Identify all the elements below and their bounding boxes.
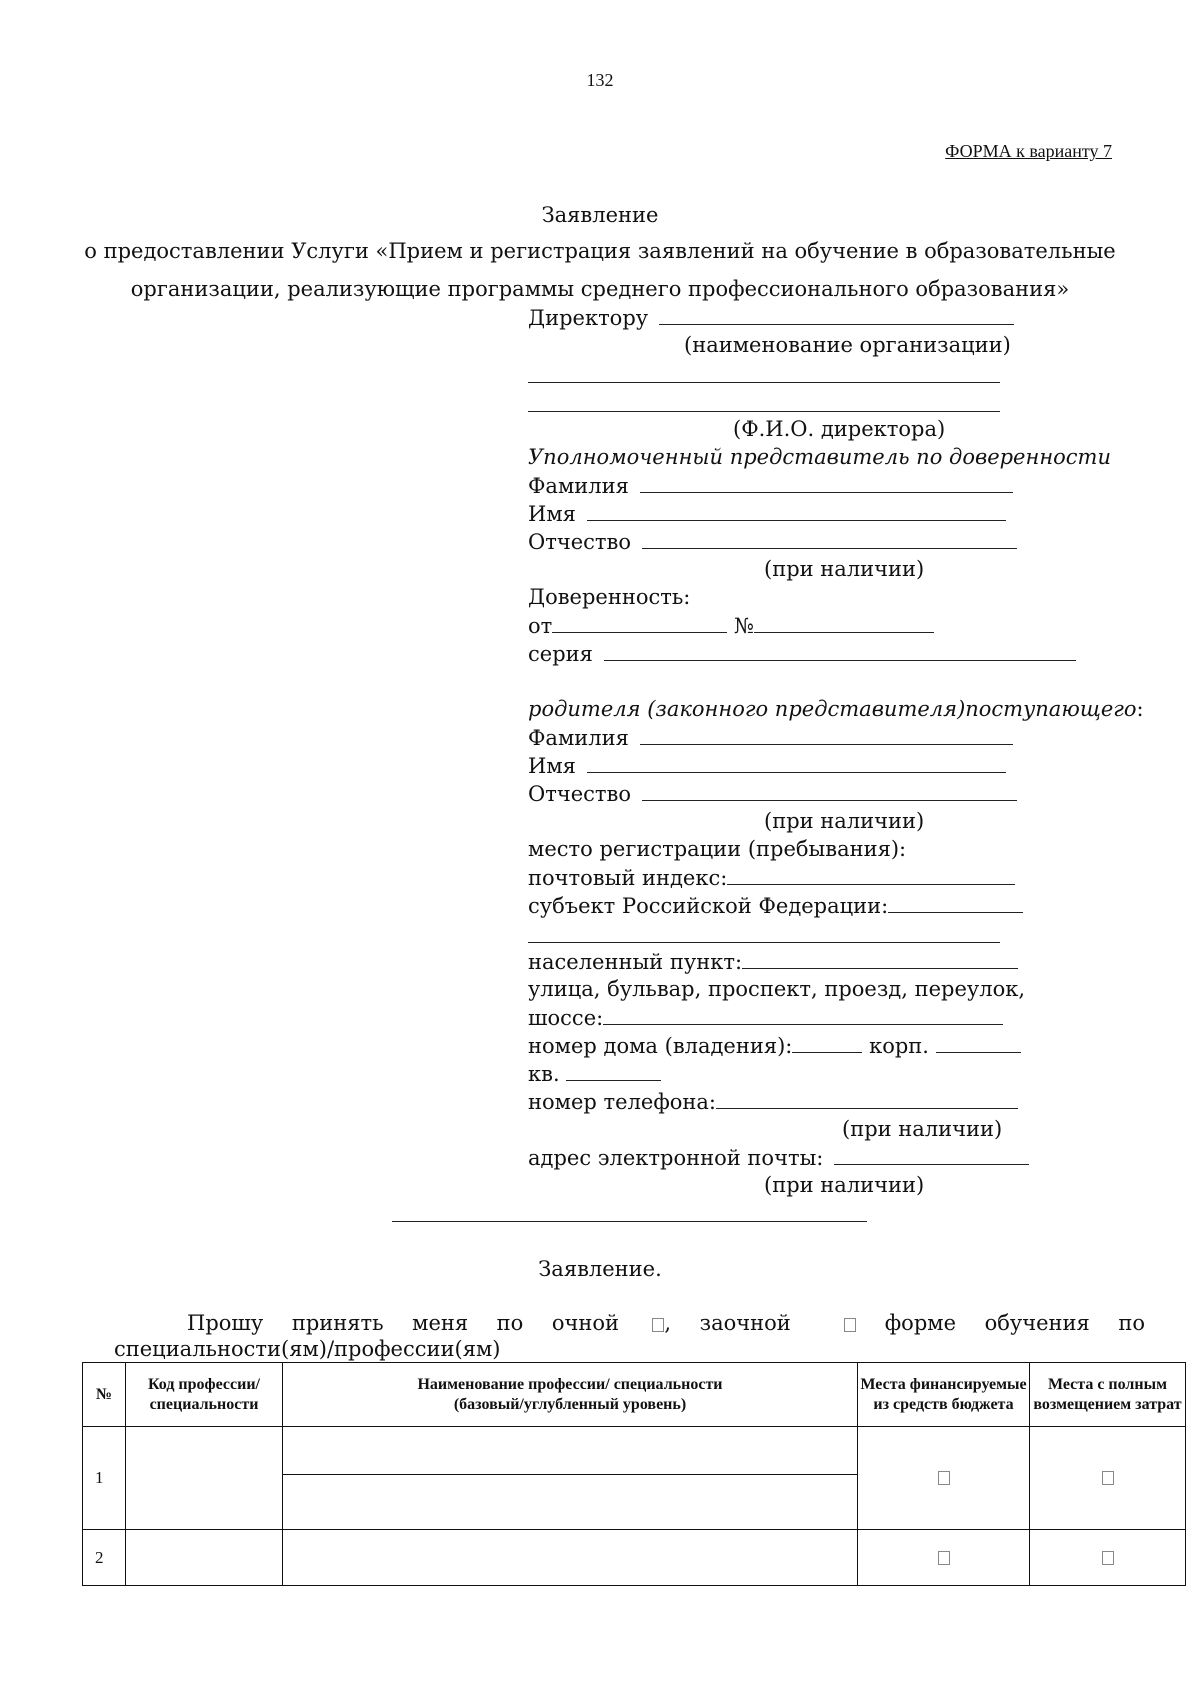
- paid-checkbox[interactable]: [1102, 1471, 1114, 1485]
- rep-patronymic-row: [528, 528, 1017, 555]
- director-label: Директору: [528, 306, 649, 330]
- poa-date-field[interactable]: [552, 612, 727, 633]
- row-number: 1: [83, 1427, 126, 1530]
- paid-checkbox[interactable]: [1102, 1551, 1114, 1565]
- rep-patronymic-label: Отчество: [528, 530, 631, 554]
- header-num: №: [83, 1363, 126, 1427]
- parent-patronymic-row: [528, 780, 1017, 807]
- name-cell-basic[interactable]: [283, 1428, 857, 1475]
- parent-surname-field[interactable]: [640, 724, 1013, 745]
- form-reference: ФОРМА к варианту 7: [945, 141, 1112, 161]
- rep-surname-row: [528, 472, 1013, 499]
- phone-row: [528, 1088, 1018, 1115]
- header-name: Наименование профессии/ специальности (базовый/углубленный уровень): [283, 1363, 858, 1427]
- page-number: 132: [586, 70, 614, 90]
- rep-patronymic-field[interactable]: [642, 528, 1017, 549]
- poa-date-number-row: [528, 612, 934, 639]
- statement-title: Заявление.: [538, 1257, 662, 1281]
- full-time-checkbox[interactable]: [652, 1318, 664, 1332]
- apartment-row: [528, 1060, 661, 1087]
- email-caption: (при наличии): [764, 1173, 925, 1197]
- table-row: [83, 1530, 1186, 1586]
- rep-name-label: Имя: [528, 502, 576, 526]
- rep-surname-field[interactable]: [640, 472, 1013, 493]
- email-field[interactable]: [834, 1144, 1029, 1165]
- director-org-field[interactable]: [659, 304, 1014, 325]
- phone-label: номер телефона:: [528, 1090, 717, 1114]
- building-field[interactable]: [936, 1032, 1021, 1053]
- name-cell-advanced[interactable]: [283, 1475, 857, 1529]
- apartment-label: кв.: [528, 1062, 560, 1086]
- part-time-checkbox[interactable]: [844, 1318, 856, 1332]
- house-label: номер дома (владения):: [528, 1034, 793, 1058]
- phone-caption: (при наличии): [842, 1117, 1003, 1141]
- document-title: Заявление: [541, 203, 659, 227]
- email-row: [528, 1144, 1029, 1171]
- parent-header: родителя (законного представителя)поступающего:: [528, 697, 1144, 721]
- name-cell[interactable]: [283, 1530, 858, 1586]
- postcode-label: почтовый индекс:: [528, 866, 728, 890]
- row-number: 2: [83, 1530, 126, 1586]
- house-row: [528, 1032, 1021, 1059]
- document-subtitle-line2: организации, реализующие программы среднего профессионального образования»: [130, 277, 1070, 301]
- document-subtitle-line1: о предоставлении Услуги «Прием и регистрация заявлений на обучение в образовательные: [84, 239, 1116, 263]
- poa-number-field[interactable]: [754, 612, 934, 633]
- director-fio-line-1[interactable]: [528, 382, 1000, 383]
- applicant-fio-line[interactable]: [392, 1221, 867, 1222]
- parent-patronymic-field[interactable]: [642, 780, 1017, 801]
- director-row: [528, 304, 1014, 331]
- rep-name-row: [528, 500, 1006, 527]
- request-line: Прошу принять меня по очной , заочной форме обучения по: [187, 1311, 1145, 1335]
- director-fio-line-2[interactable]: [528, 411, 1000, 412]
- poa-number-label: №: [733, 614, 754, 638]
- budget-checkbox[interactable]: [938, 1471, 950, 1485]
- poa-series-row: [528, 640, 1076, 667]
- header-budget: Места финансируемые из средств бюджета: [858, 1363, 1030, 1427]
- table-row: [83, 1427, 1186, 1530]
- parent-patronymic-label: Отчество: [528, 782, 631, 806]
- code-cell[interactable]: [126, 1427, 283, 1530]
- poa-from-label: от: [528, 614, 553, 638]
- director-fio-caption: (Ф.И.О. директора): [733, 417, 946, 441]
- code-cell[interactable]: [126, 1530, 283, 1586]
- apartment-field[interactable]: [566, 1060, 661, 1081]
- locality-row: [528, 948, 1018, 975]
- registration-label: место регистрации (пребывания):: [528, 837, 907, 861]
- org-caption: (наименование организации): [684, 333, 1011, 357]
- parent-name-row: [528, 752, 1006, 779]
- parent-name-field[interactable]: [587, 752, 1006, 773]
- poa-series-field[interactable]: [604, 640, 1076, 661]
- subject-row: [528, 892, 1023, 919]
- rep-surname-label: Фамилия: [528, 474, 629, 498]
- budget-checkbox[interactable]: [938, 1551, 950, 1565]
- paid-cell: [1030, 1530, 1186, 1586]
- email-label: адрес электронной почты:: [528, 1146, 824, 1170]
- header-paid: Места с полным возмещением затрат: [1030, 1363, 1186, 1427]
- budget-cell: [858, 1530, 1030, 1586]
- poa-series-label: серия: [528, 642, 593, 666]
- subject-label: субъект Российской Федерации:: [528, 894, 889, 918]
- locality-field[interactable]: [742, 948, 1018, 969]
- header-code: Код профессии/ специальности: [126, 1363, 283, 1427]
- postcode-field[interactable]: [727, 864, 1015, 885]
- street-field[interactable]: [603, 1004, 1003, 1025]
- postcode-row: [528, 864, 1015, 891]
- representative-header: Уполномоченный представитель по доверенности: [528, 445, 1111, 469]
- subject-field[interactable]: [888, 892, 1023, 913]
- request-line-2: специальности(ям)/профессии(ям): [114, 1337, 501, 1361]
- street-row: [528, 1004, 1003, 1031]
- parent-surname-label: Фамилия: [528, 726, 629, 750]
- parent-surname-row: [528, 724, 1013, 751]
- specialty-table: [82, 1362, 1186, 1586]
- street-label-line1: улица, бульвар, проспект, проезд, переулок,: [528, 977, 1026, 1001]
- parent-name-label: Имя: [528, 754, 576, 778]
- name-cell: [283, 1427, 858, 1530]
- budget-cell: [858, 1427, 1030, 1530]
- building-label: корп.: [869, 1034, 929, 1058]
- locality-label: населенный пункт:: [528, 950, 743, 974]
- parent-patronymic-caption: (при наличии): [764, 809, 925, 833]
- street-label-line2: шоссе:: [528, 1006, 604, 1030]
- rep-name-field[interactable]: [587, 500, 1006, 521]
- house-field[interactable]: [792, 1032, 862, 1053]
- rep-patronymic-caption: (при наличии): [764, 557, 925, 581]
- paid-cell: [1030, 1427, 1186, 1530]
- subject-extra-line[interactable]: [528, 942, 1000, 943]
- phone-field[interactable]: [716, 1088, 1018, 1109]
- power-of-attorney-label: Доверенность:: [528, 585, 691, 609]
